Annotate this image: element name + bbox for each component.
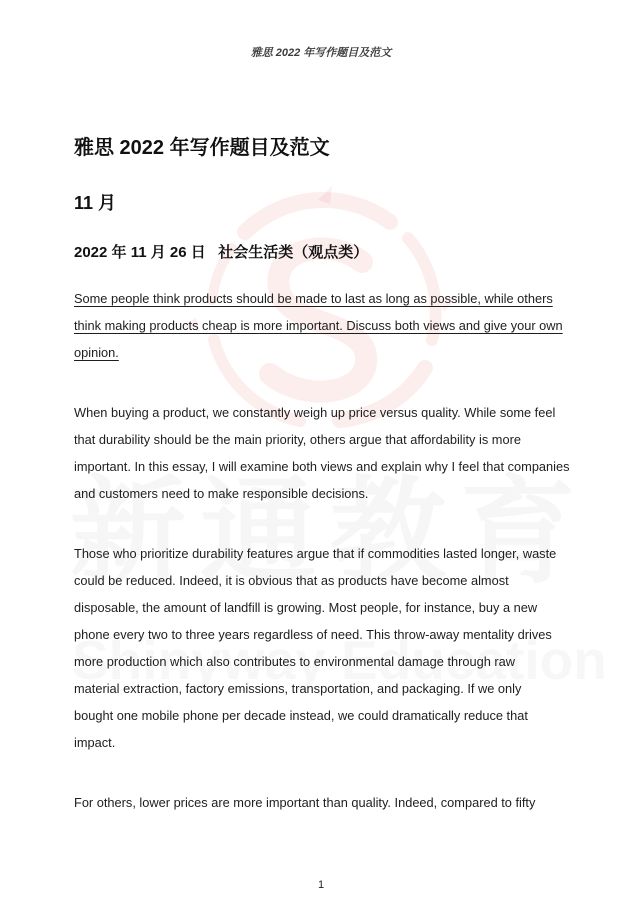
paragraph-line: When buying a product, we constantly weigh up price versus quality. While some feel <box>74 404 556 420</box>
paragraph-line: disposable, the amount of landfill is growing. Most people, for instance, buy a new <box>74 599 538 615</box>
question-line: think making products cheap is more important. Discuss both views and give your own <box>74 317 563 333</box>
question-line: Some people think products should be made to last as long as possible, while others <box>74 290 553 306</box>
running-header: 雅思 2022 年写作题目及范文 <box>250 47 392 59</box>
month-heading: 11 月 <box>74 193 117 213</box>
paragraph-line: that durability should be the main priority, others argue that affordability is more <box>74 431 521 447</box>
body-paragraph-2 <box>74 540 594 756</box>
paragraph-line: Those who prioritize durability features argue that if commodities lasted longer, waste <box>74 545 557 561</box>
paragraph-line: impact. <box>74 734 116 750</box>
page-number: 1 <box>317 879 325 891</box>
paragraph-line: and customers need to make responsible decisions. <box>74 485 369 501</box>
date-heading: 2022 年 11 月 26 日 社会生活类（观点类） <box>74 244 369 261</box>
essay-question <box>74 285 594 366</box>
question-line: opinion. <box>74 344 119 360</box>
document-title: 雅思 2022 年写作题目及范文 <box>74 137 330 159</box>
paragraph-line: phone every two to three years regardless of need. This throw-away mentality drives <box>74 626 552 642</box>
paragraph-line: could be reduced. Indeed, it is obvious that as products have become almost <box>74 572 509 588</box>
paragraph-line: important. In this essay, I will examine both views and explain why I feel that companies <box>74 458 570 474</box>
paragraph-line: bought one mobile phone per decade instead, we could dramatically reduce that <box>74 707 528 723</box>
paragraph-line: For others, lower prices are more important than quality. Indeed, compared to fifty <box>74 794 536 810</box>
body-paragraph-3 <box>74 789 594 816</box>
body-paragraph-1 <box>74 399 594 507</box>
paragraph-line: more production which also contributes to environmental damage through raw <box>74 653 516 669</box>
paragraph-line: material extraction, factory emissions, transportation, and packaging. If we only <box>74 680 522 696</box>
